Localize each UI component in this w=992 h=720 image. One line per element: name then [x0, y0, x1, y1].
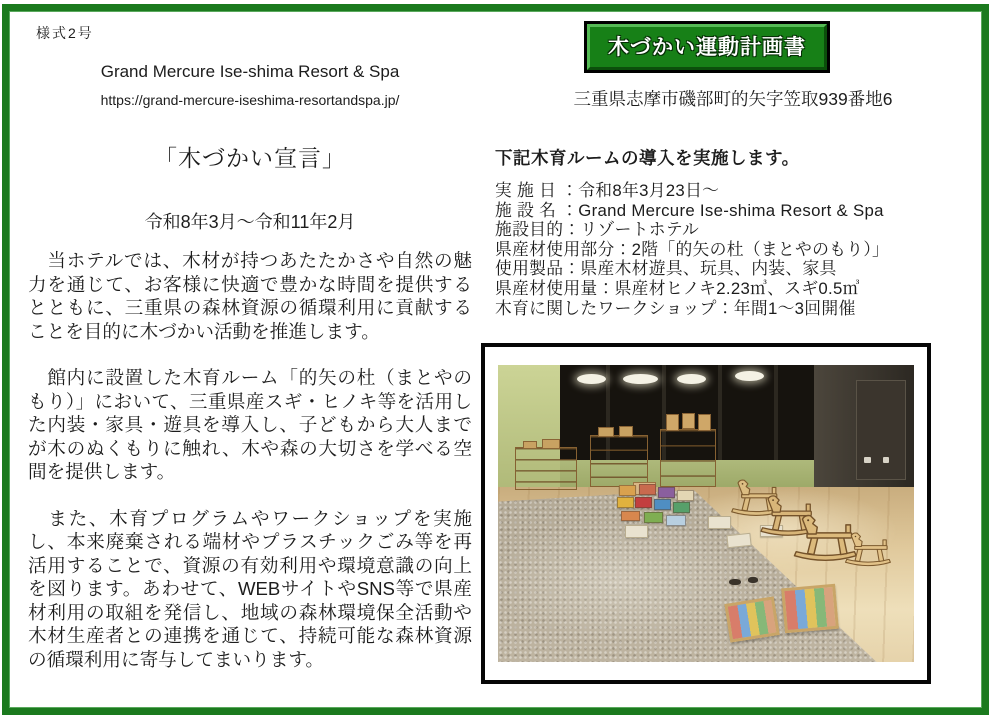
declaration-paragraph: 館内に設置した木育ルーム「的矢の杜（まとやのもり）」において、三重県産スギ・ヒノキ等を活用した内装・家具・遊具を導入し、子どもから大人までが木のぬくもりに触れ、木や森の大切さを学べる空間を提供します。: [28, 367, 472, 482]
ceiling-light-reflection: [623, 374, 658, 384]
declaration-paragraph: 当ホテルでは、木材が持つあたたかさや自然の魅力を通じて、お客様に快適で豊かな時間を提供するとともに、三重県の森林資源の循環利用に貢献することを目的に木づかい活動を推進します。: [28, 250, 472, 342]
declaration-body: [28, 249, 472, 694]
wall-outlet: [883, 457, 890, 463]
facility-address: 三重県志摩市磯部町的矢字笠取939番地6: [573, 89, 893, 109]
plan-intro: 下記木育ルームの導入を実施します。: [495, 148, 800, 168]
detail-wood-volume: 県産材使用量：県産材ヒノキ2.23㎥、スギ0.5㎥: [495, 278, 860, 298]
picture-card: [658, 487, 675, 498]
rocking-horse: [843, 525, 893, 575]
door: [856, 380, 906, 480]
picture-card: [619, 485, 636, 496]
wooden-figure: [666, 414, 679, 431]
plan-details: [495, 181, 889, 318]
declaration-title: 「木づかい宣言」: [154, 145, 346, 171]
toy-shelf: [590, 435, 648, 487]
small-toy-figure: [748, 577, 758, 583]
picture-card: [621, 511, 640, 522]
picture-card: [673, 502, 690, 513]
picture-card: [635, 497, 652, 508]
wooden-figure: [682, 413, 695, 430]
picture-card: [677, 490, 694, 501]
plan-title: 木づかい運動計画書: [587, 24, 827, 70]
detail-wood-use-area: 県産材使用部分：2階「的矢の杜（まとやのもり）」: [495, 239, 890, 259]
form-number-label: 様式2号: [36, 25, 94, 41]
detail-facility-purpose: 施設目的：リゾートホテル: [495, 220, 700, 240]
toy-shelf: [515, 447, 577, 490]
toy-shelf: [660, 429, 716, 487]
detail-products: 使用製品：県産木材遊具、玩具、内装、家具: [495, 259, 837, 279]
wooden-toy: [523, 441, 537, 449]
picture-card: [639, 484, 656, 495]
photo-frame: [481, 343, 931, 684]
wooden-toy: [598, 427, 615, 436]
ceiling-light-reflection: [677, 374, 706, 384]
picture-card: [625, 525, 648, 538]
wooden-figure: [698, 414, 711, 431]
declaration-paragraph: また、木育プログラムやワークショップを実施し、本来廃棄される端材やプラスチックごみ等を再活用することで、資源の有効利用や環境意識の向上を図ります。あわせて、WEBサイトやSNS等で県産材利用の取組を発信し、地域の森林環境保全活動や木材生産者との連携を通じて、持続可能な森林資源の循環利用に寄与してまいります。: [28, 507, 472, 670]
framed-puzzle-board: [724, 596, 779, 642]
ceiling-light-reflection: [577, 374, 606, 384]
declaration-period: 令和8年3月～令和11年2月: [144, 212, 356, 232]
facility-url: https://grand-mercure-iseshima-resortandspa.jp/: [100, 92, 400, 108]
plan-title-box: [584, 21, 830, 73]
wooden-toy: [542, 439, 561, 448]
picture-card: [708, 516, 731, 528]
picture-card: [617, 497, 634, 508]
wood-education-room-photo: [498, 365, 914, 662]
picture-card: [654, 499, 671, 510]
detail-implementation-date: 実 施 日 ：令和8年3月23日～: [495, 181, 720, 200]
detail-workshops: 木育に関したワークショップ：年間1～3回開催: [495, 298, 856, 318]
picture-card: [644, 512, 663, 523]
framed-puzzle-board: [781, 584, 839, 633]
picture-card: [666, 515, 685, 526]
wooden-toy: [619, 426, 633, 437]
left-column: [26, 0, 474, 720]
wall-outlet: [864, 457, 871, 463]
facility-name: Grand Mercure Ise-shima Resort & Spa: [100, 62, 400, 81]
detail-facility-name: 施 設 名 ：Grand Mercure Ise-shima Resort & Spa: [495, 200, 884, 220]
